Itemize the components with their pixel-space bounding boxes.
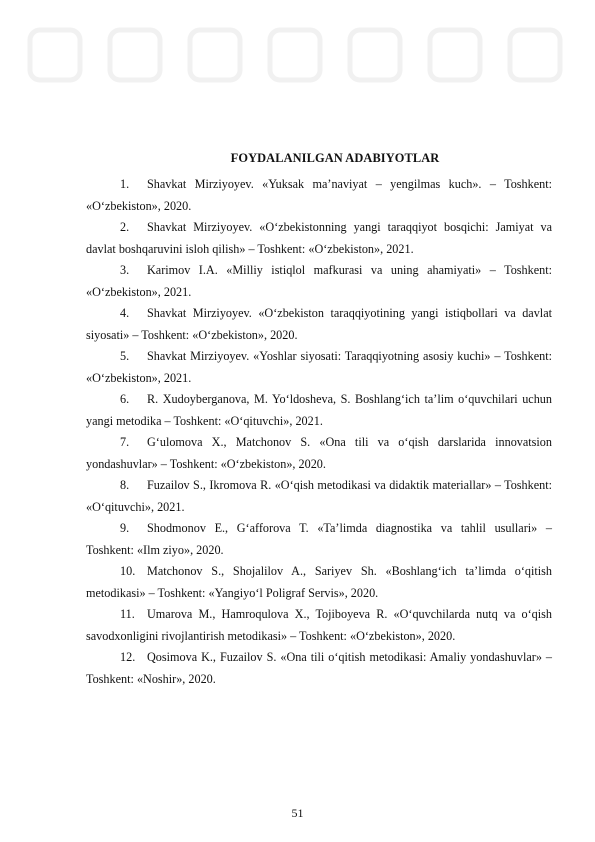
reference-item [86, 432, 552, 475]
reference-number: 1. [120, 177, 130, 191]
reference-item [86, 260, 552, 303]
reference-number: 9. [120, 521, 130, 535]
reference-number: 2. [120, 220, 130, 234]
reference-text: Shavkat Mirziyoyev. «Yuksak ma’naviyat – yengilmas kuch». – Toshkent: «O‘zbekiston», 2020. [86, 177, 552, 213]
reference-item [86, 389, 552, 432]
references-page [86, 150, 552, 690]
reference-item [86, 475, 552, 518]
page-number: 51 [291, 806, 304, 820]
reference-text: Qosimova K., Fuzailov S. «Ona tili o‘qitish metodikasi: Amaliy yondashuvlar» – Toshkent: «Noshir», 2020. [86, 650, 552, 686]
reference-number: 8. [120, 478, 130, 492]
reference-text: Fuzailov S., Ikromova R. «O‘qish metodikasi va didaktik materiallar» – Toshkent: «O‘qituvchi», 2021. [86, 478, 552, 514]
reference-number: 6. [120, 392, 130, 406]
reference-text: Shavkat Mirziyoyev. «O‘zbekistonning yangi taraqqiyot bosqichi: Jamiyat va davlat boshqaruvini isloh qilish» – Toshkent: «O‘zbekiston», 2021. [86, 220, 552, 256]
reference-text: Matchonov S., Shojalilov A., Sariyev Sh. «Boshlang‘ich ta’limda o‘qitish metodikasi» – Toshkent: «Yangiyo‘l Poligraf Servis», 2020. [86, 564, 552, 600]
reference-text: Shavkat Mirziyoyev. «O‘zbekiston taraqqiyotining yangi istiqbollari va davlat siyosati» – Toshkent: «O‘zbekiston», 2020. [86, 306, 552, 342]
reference-item [86, 604, 552, 647]
reference-item [86, 647, 552, 690]
reference-number: 3. [120, 263, 130, 277]
reference-item [86, 518, 552, 561]
reference-item [86, 303, 552, 346]
reference-item [86, 174, 552, 217]
reference-text: Shodmonov E., G‘afforova T. «Ta’limda diagnostika va tahlil usullari» – Toshkent: «Ilm ziyo», 2020. [86, 521, 552, 557]
reference-text: G‘ulomova X., Matchonov S. «Ona tili va o‘qish darslarida innovatsion yondashuvlar» – Toshkent: «O‘zbekiston», 2020. [86, 435, 552, 471]
reference-text: Umarova M., Hamroqulova X., Tojiboyeva R. «O‘quvchilarda nutq va o‘qish savodxonligini rivojlantirish metodikasi» – Toshkent: «O‘zbekiston», 2020. [86, 607, 552, 643]
reference-item [86, 217, 552, 260]
reference-number: 7. [120, 435, 130, 449]
reference-item [86, 561, 552, 604]
reference-number: 12. [120, 650, 136, 664]
reference-number: 11. [120, 607, 135, 621]
reference-text: R. Xudoyberganova, M. Yo‘ldosheva, S. Boshlang‘ich ta’lim o‘quvchilari uchun yangi metodika – Toshkent: «O‘qituvchi», 2021. [86, 392, 552, 428]
references-list [86, 174, 552, 690]
reference-number: 10. [120, 564, 136, 578]
reference-text: Shavkat Mirziyoyev. «Yoshlar siyosati: Taraqqiyotning asosiy kuchi» – Toshkent: «O‘zbekiston», 2021. [86, 349, 552, 385]
reference-number: 5. [120, 349, 130, 363]
reference-item [86, 346, 552, 389]
watermark-row-1 [30, 30, 560, 80]
reference-number: 4. [120, 306, 130, 320]
reference-text: Karimov I.A. «Milliy istiqlol mafkurasi va uning ahamiyati» – Toshkent: «O‘zbekiston», 2021. [86, 263, 552, 299]
references-heading: FOYDALANILGAN ADABIYOTLAR [230, 151, 440, 165]
